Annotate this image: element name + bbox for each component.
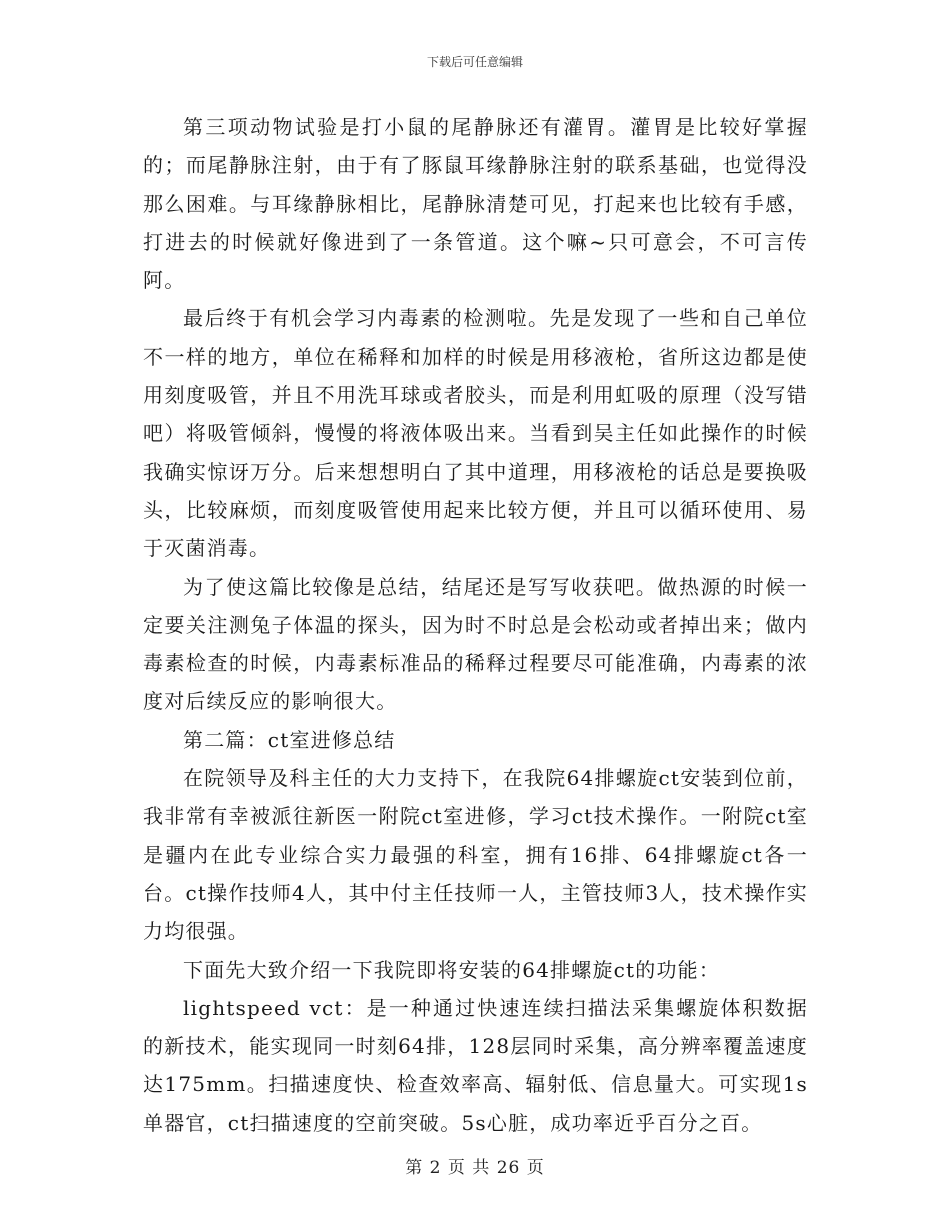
paragraph-lightspeed-vct: lightspeed vct：是一种通过快速连续扫描法采集螺旋体积数据的新技术，能实现同一时刻64排，128层同时采集，高分辨率覆盖速度达175mm。扫描速度快、检查效率高、辐射低、信息量大。可实现1s单器官，ct扫描速度的空前突破。5s心脏，成功率近乎百分之百。 [143,995,808,1135]
paragraph-ct-intro: 在院领导及科主任的大力支持下，在我院64排螺旋ct安装到位前，我非常有幸被派往新医一附院ct室进修，学习ct技术操作。一附院ct室是疆内在此专业综合实力最强的科室，拥有16排、64排螺旋ct各一台。ct操作技师4人，其中付主任技师一人，主管技师3人，技术操作实力均很强。 [143,766,808,944]
paragraph-animal-test: 第三项动物试验是打小鼠的尾静脉还有灌胃。灌胃是比较好掌握的；而尾静脉注射，由于有了豚鼠耳缘静脉注射的联系基础，也觉得没那么困难。与耳缘静脉相比，尾静脉清楚可见，打起来也比较有手感，打进去的时候就好像进到了一条管道。这个嘛~只可意会，不可言传阿。 [143,115,808,293]
page-header-note: 下载后可任意编辑 [426,55,523,69]
paragraph-summary: 为了使这篇比较像是总结，结尾还是写写收获吧。做热源的时候一定要关注测兔子体温的探头，因为时不时总是会松动或者掉出来；做内毒素检查的时候，内毒素标准品的稀释过程要尽可能准确，内毒素的浓度对后续反应的影响很大。 [143,574,808,714]
page-number: 第 2 页 共 26 页 [405,1158,545,1178]
section-heading: 第二篇：ct室进修总结 [183,727,396,752]
paragraph-endotoxin-test: 最后终于有机会学习内毒素的检测啦。先是发现了一些和自己单位不一样的地方，单位在稀释和加样的时候是用移液枪，省所这边都是使用刻度吸管，并且不用洗耳球或者胶头，而是利用虹吸的原理（没写错吧）将吸管倾斜，慢慢的将液体吸出来。当看到吴主任如此操作的时候我确实惊讶万分。后来想想明白了其中道理，用移液枪的话总是要换吸头，比较麻烦，而刻度吸管使用起来比较方便，并且可以循环使用、易于灭菌消毒。 [143,306,808,561]
paragraph-ct-functions-lead: 下面先大致介绍一下我院即将安装的64排螺旋ct的功能： [183,957,721,982]
document-body [143,108,808,1142]
